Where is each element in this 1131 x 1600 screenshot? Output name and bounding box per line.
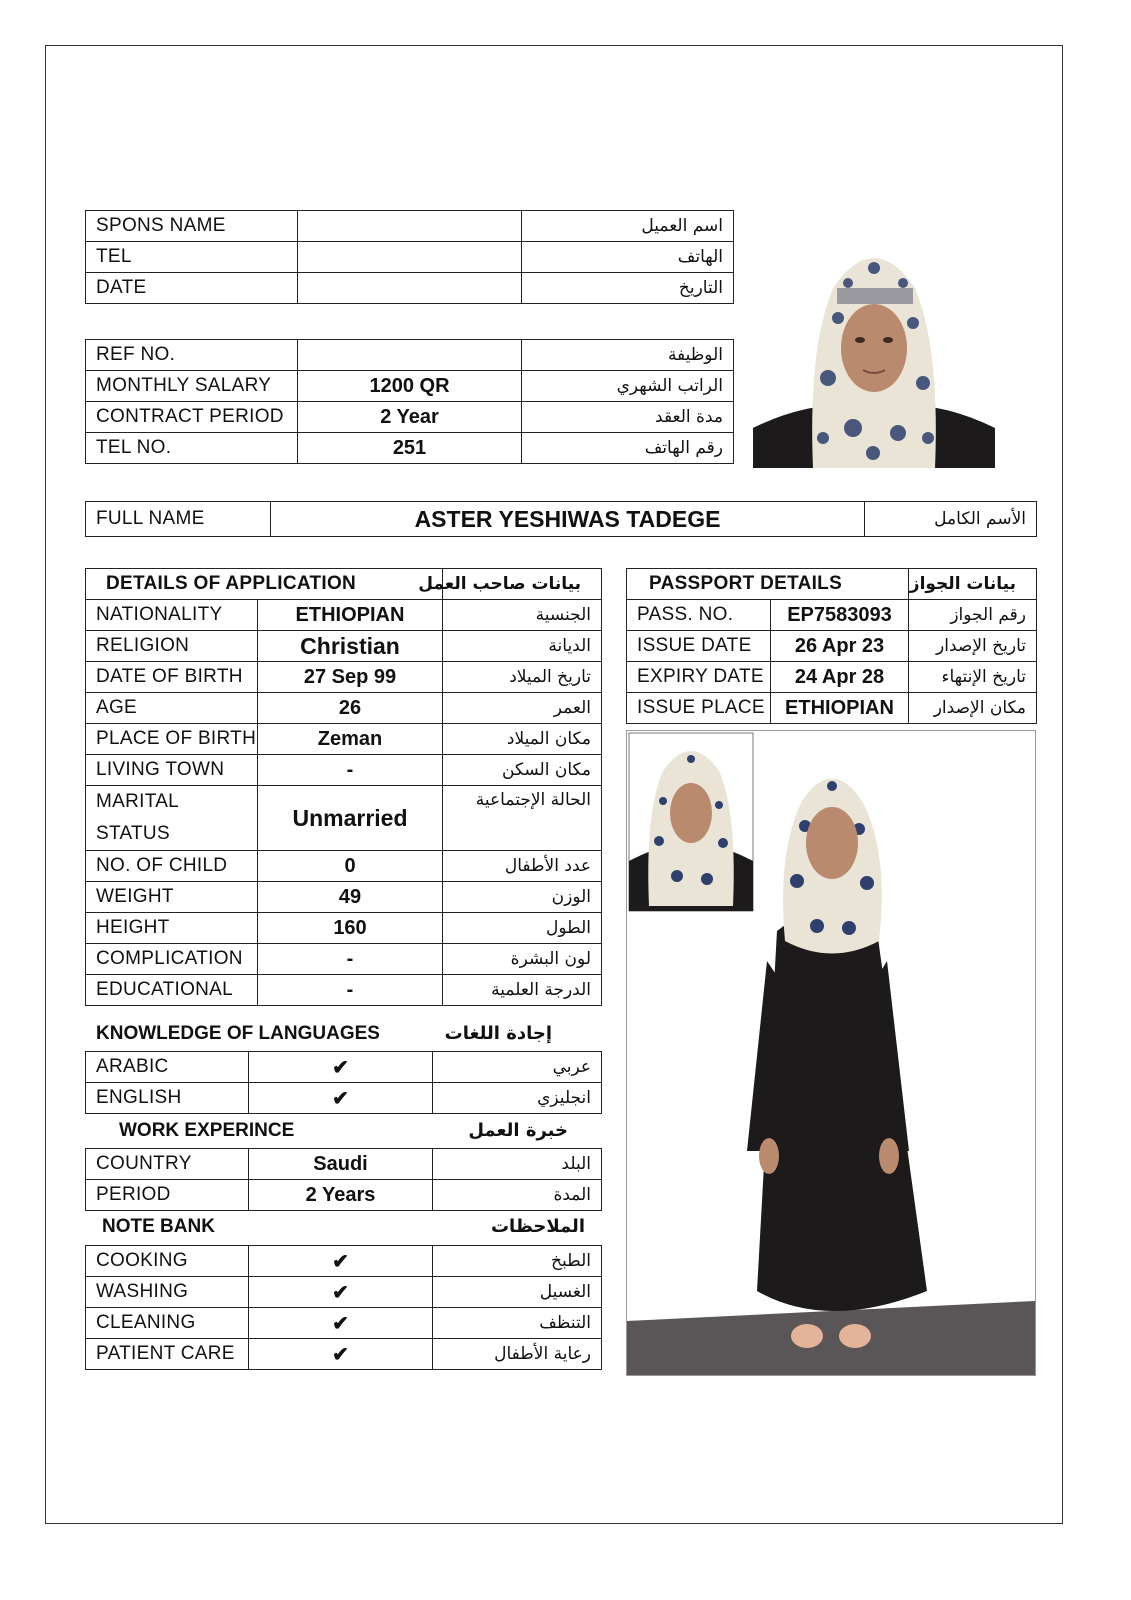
table-row [627,631,1037,662]
status-label: STATUS [96,823,170,844]
check-icon: ✔ [249,1246,433,1277]
table-row [86,600,602,631]
table-row [86,662,602,693]
ref-field [298,340,522,371]
telno-value: 251 [298,433,522,464]
row-value: - [258,975,443,1006]
full-body-photo [626,730,1036,1376]
application-title: DETAILS OF APPLICATION [86,569,443,600]
table-row [86,1246,602,1277]
table-row [86,1083,602,1114]
tel-field [298,242,522,273]
passport-table [626,568,1037,724]
application-table [85,568,602,1006]
row-value: 26 Apr 23 [771,631,909,662]
row-value: 49 [258,882,443,913]
row-label: NO. OF CHILD [86,851,258,882]
table-row [627,693,1037,724]
ref-ar: الوظيفة [522,340,734,371]
table-row [86,882,602,913]
row-ar: الدرجة العلمية [443,975,602,1006]
row-ar: مكان الإصدار [909,693,1037,724]
row-label: RELIGION [86,631,258,662]
experience-table [85,1148,602,1211]
table-row [86,273,734,304]
row-ar: تاريخ الإنتهاء [909,662,1037,693]
row-label: ISSUE PLACE [627,693,771,724]
table-row [86,724,602,755]
full-name-value: ASTER YESHIWAS TADEGE [271,502,865,537]
table-row [86,242,734,273]
headshot-illustration [753,228,995,468]
table-row [86,851,602,882]
row-label: COOKING [86,1246,249,1277]
row-ar: لون البشرة [443,944,602,975]
row-label: ARABIC [86,1052,249,1083]
salary-value: 1200 QR [298,371,522,402]
row-ar: البلد [433,1149,602,1180]
headshot-photo [753,228,995,468]
languages-title: KNOWLEDGE OF LANGUAGES [96,1023,380,1044]
full-name-table [85,501,1037,537]
check-icon: ✔ [249,1308,433,1339]
languages-table [85,1051,602,1114]
application-title-ar: بيانات صاحب العمل [443,569,602,600]
row-ar: رعاية الأطفال [433,1339,602,1370]
row-ar: رقم الجواز [909,600,1037,631]
row-label: HEIGHT [86,913,258,944]
row-value: Christian [258,631,443,662]
experience-title-ar: خبرة العمل [468,1120,568,1141]
check-icon: ✔ [249,1083,433,1114]
sponsor-table [85,210,734,304]
table-row [86,1052,602,1083]
table-row [86,1149,602,1180]
row-ar: تاريخ الإصدار [909,631,1037,662]
row-ar: الطول [443,913,602,944]
contract-label: CONTRACT PERIOD [86,402,298,433]
salary-ar: الراتب الشهري [522,371,734,402]
spons-name-label: SPONS NAME [86,211,298,242]
table-row [627,569,1037,600]
row-value: 160 [258,913,443,944]
table-row [86,371,734,402]
row-ar: العمر [443,693,602,724]
row-ar: انجليزي [433,1083,602,1114]
salary-label: MONTHLY SALARY [86,371,298,402]
full-name-label: FULL NAME [86,502,271,537]
small-portrait [629,733,753,911]
row-label: PATIENT CARE [86,1339,249,1370]
passport-title: PASSPORT DETAILS [627,569,909,600]
row-value: 0 [258,851,443,882]
row-label: WEIGHT [86,882,258,913]
row-value: ETHIOPIAN [258,600,443,631]
row-ar: الوزن [443,882,602,913]
table-row [86,502,1037,537]
row-ar: مكان الميلاد [443,724,602,755]
row-ar: الطبخ [433,1246,602,1277]
date-ar: التاريخ [522,273,734,304]
row-label [86,786,258,851]
row-label: DATE OF BIRTH [86,662,258,693]
date-field [298,273,522,304]
notes-table [85,1245,602,1370]
table-row [86,1308,602,1339]
row-value: - [258,944,443,975]
table-row [86,631,602,662]
row-label: COMPLICATION [86,944,258,975]
table-row [86,786,602,851]
row-ar: مكان السكن [443,755,602,786]
table-row [86,1339,602,1370]
tel-label: TEL [86,242,298,273]
row-label: PASS. NO. [627,600,771,631]
row-value: - [258,755,443,786]
table-row [86,944,602,975]
job-table [85,339,734,464]
row-value: Saudi [249,1149,433,1180]
spons-name-field [298,211,522,242]
row-label: EDUCATIONAL [86,975,258,1006]
full-name-ar: الأسم الكامل [865,502,1037,537]
row-ar: الحالة الإجتماعية [443,786,602,851]
row-value: 27 Sep 99 [258,662,443,693]
check-icon: ✔ [249,1052,433,1083]
table-row [86,975,602,1006]
row-label: AGE [86,693,258,724]
table-row [86,433,734,464]
marital-label: MARITAL [96,791,180,812]
table-row [86,211,734,242]
tel-ar: الهاتف [522,242,734,273]
contract-value: 2 Year [298,402,522,433]
table-row [627,662,1037,693]
row-value: Zeman [258,724,443,755]
notes-title-ar: الملاحظات [490,1216,585,1237]
check-icon: ✔ [249,1277,433,1308]
contract-ar: مدة العقد [522,402,734,433]
check-icon: ✔ [249,1339,433,1370]
row-value: 2 Years [249,1180,433,1211]
row-label: ENGLISH [86,1083,249,1114]
row-value: 26 [258,693,443,724]
full-body-illustration [627,731,1035,1375]
experience-title: WORK EXPERINCE [119,1120,295,1141]
table-row [86,1277,602,1308]
spons-name-ar: اسم العميل [522,211,734,242]
table-row [86,693,602,724]
row-ar: عدد الأطفال [443,851,602,882]
table-row [86,402,734,433]
row-ar: الديانة [443,631,602,662]
row-ar: تاريخ الميلاد [443,662,602,693]
ref-label: REF NO. [86,340,298,371]
table-row [86,340,734,371]
row-label: WASHING [86,1277,249,1308]
row-ar: المدة [433,1180,602,1211]
date-label: DATE [86,273,298,304]
row-label: LIVING TOWN [86,755,258,786]
row-label: COUNTRY [86,1149,249,1180]
row-ar: عربي [433,1052,602,1083]
row-label: EXPIRY DATE [627,662,771,693]
notes-title: NOTE BANK [102,1216,215,1237]
row-label: PERIOD [86,1180,249,1211]
table-row [86,755,602,786]
row-label: CLEANING [86,1308,249,1339]
row-value: 24 Apr 28 [771,662,909,693]
telno-ar: رقم الهاتف [522,433,734,464]
row-ar: التنظف [433,1308,602,1339]
row-label: NATIONALITY [86,600,258,631]
row-ar: الغسيل [433,1277,602,1308]
row-ar: الجنسية [443,600,602,631]
table-row [86,1180,602,1211]
telno-label: TEL NO. [86,433,298,464]
passport-title-ar: بيانات الجواز [909,569,1037,600]
languages-title-ar: إجادة اللغات [444,1023,552,1044]
row-value: ETHIOPIAN [771,693,909,724]
table-row [86,913,602,944]
row-label: ISSUE DATE [627,631,771,662]
row-value: Unmarried [258,786,443,851]
table-row [627,600,1037,631]
table-row [86,569,602,600]
row-value: EP7583093 [771,600,909,631]
row-label: PLACE OF BIRTH [86,724,258,755]
